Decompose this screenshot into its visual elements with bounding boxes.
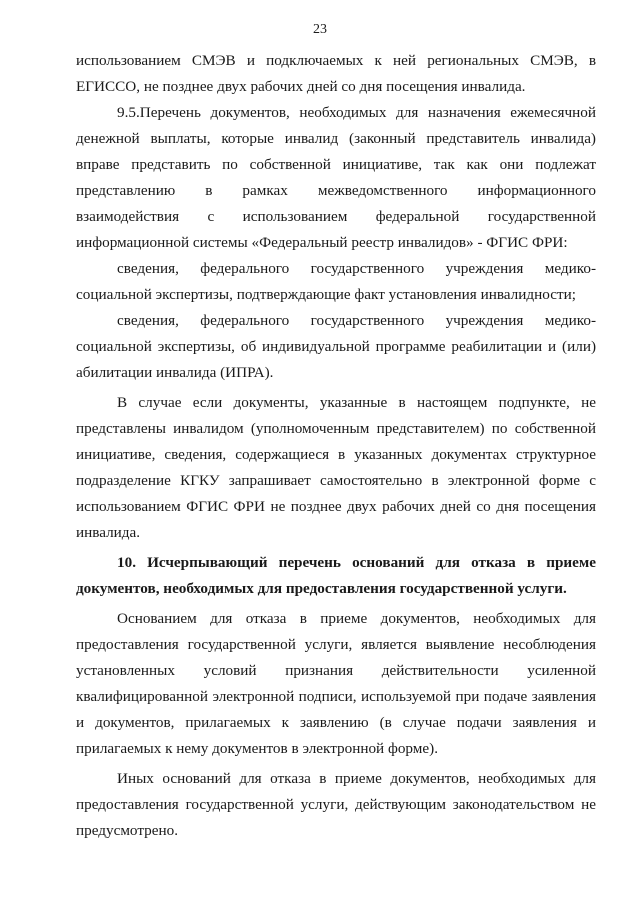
text-line: информационной системы «Федеральный реестр инвалидов» - ФГИС ФРИ: bbox=[76, 234, 568, 251]
text-line: 9.5.Перечень документов, необходимых для назначения ежемесячной bbox=[117, 104, 596, 121]
text-line: представлению в рамках межведомственного информационного bbox=[76, 182, 596, 199]
text-line: Основанием для отказа в приеме документов, необходимых для bbox=[117, 610, 596, 627]
text-line: предоставления государственной услуги, является выявление несоблюдения bbox=[76, 636, 596, 653]
paragraph-p6 bbox=[76, 606, 596, 762]
paragraph-p7 bbox=[76, 766, 596, 844]
text-line: 10. Исчерпывающий перечень оснований для отказа в приеме bbox=[117, 554, 596, 571]
text-line: предусмотрено. bbox=[76, 822, 179, 839]
text-line: квалифицированной электронной подписи, используемой при подаче заявления bbox=[76, 688, 596, 705]
paragraph-p2 bbox=[76, 256, 596, 308]
text-line: предоставления государственной услуги, действующим законодательством не bbox=[76, 796, 596, 813]
paragraph-p5 bbox=[76, 550, 596, 602]
paragraph-p0 bbox=[76, 48, 596, 100]
text-line: инициативе, сведения, содержащиеся в указанных документах структурное bbox=[76, 446, 596, 463]
document-body bbox=[76, 48, 596, 844]
text-line: взаимодействия с использованием федеральной государственной bbox=[76, 208, 596, 225]
page-number: 23 bbox=[313, 22, 327, 37]
paragraph-p1 bbox=[76, 100, 596, 256]
text-line: представлены инвалидом (уполномоченным представителем) по собственной bbox=[76, 420, 596, 437]
text-line: прилагаемых к нему документов в электронной форме). bbox=[76, 740, 438, 757]
text-line: и документов, прилагаемых к заявлению (в случае подачи заявления и bbox=[76, 714, 596, 731]
paragraph-p4 bbox=[76, 390, 596, 546]
text-line: документов, необходимых для предоставления государственной услуги. bbox=[76, 580, 567, 597]
text-line: абилитации инвалида (ИПРА). bbox=[76, 364, 274, 381]
text-line: использованием СМЭВ и подключаемых к ней региональных СМЭВ, в bbox=[76, 52, 596, 69]
text-line: использованием ФГИС ФРИ не позднее двух рабочих дней со дня посещения bbox=[76, 498, 596, 515]
text-line: ЕГИССО, не позднее двух рабочих дней со дня посещения инвалида. bbox=[76, 78, 526, 95]
text-line: денежной выплаты, которые инвалид (законный представитель инвалида) bbox=[76, 130, 596, 147]
text-line: сведения, федерального государственного учреждения медико- bbox=[117, 312, 596, 329]
text-line: В случае если документы, указанные в настоящем подпункте, не bbox=[117, 394, 596, 411]
text-line: Иных оснований для отказа в приеме документов, необходимых для bbox=[117, 770, 596, 787]
text-line: сведения, федерального государственного учреждения медико- bbox=[117, 260, 596, 277]
text-line: вправе представить по собственной инициативе, так как они подлежат bbox=[76, 156, 596, 173]
text-line: социальной экспертизы, об индивидуальной программе реабилитации и (или) bbox=[76, 338, 596, 355]
paragraph-p3 bbox=[76, 308, 596, 386]
text-line: подразделение КГКУ запрашивает самостоятельно в электронной форме с bbox=[76, 472, 596, 489]
text-line: инвалида. bbox=[76, 524, 141, 541]
text-line: установленных условий признания действительности усиленной bbox=[76, 662, 596, 679]
text-line: социальной экспертизы, подтверждающие факт установления инвалидности; bbox=[76, 286, 576, 303]
